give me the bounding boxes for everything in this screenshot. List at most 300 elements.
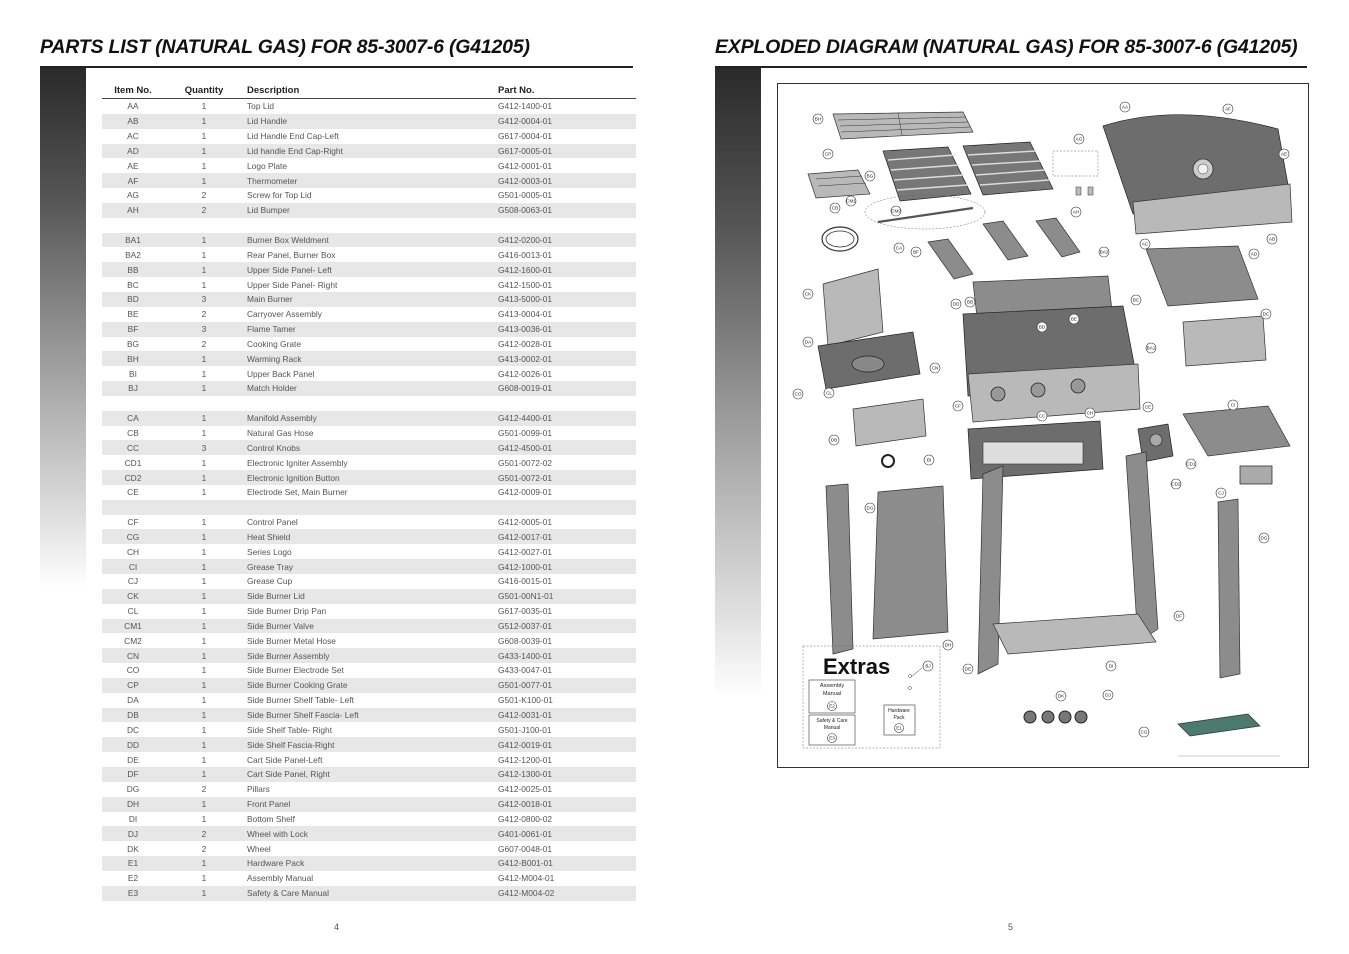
part-no-cell: G412-0028-01 — [498, 337, 636, 352]
side-burner-drawing — [818, 269, 920, 389]
part-no-cell: G412-0200-01 — [498, 233, 636, 248]
exploded-diagram-drawing — [778, 84, 1308, 767]
table-row — [102, 589, 636, 604]
item-no-cell: BD — [102, 292, 164, 307]
quantity-cell: 1 — [164, 722, 244, 737]
extras-box — [803, 646, 940, 748]
table-row — [102, 752, 636, 767]
item-no-cell: CE — [102, 485, 164, 500]
table-row — [102, 678, 636, 693]
cart-right-panel-drawing — [1126, 452, 1158, 642]
description-cell — [244, 396, 498, 411]
callout-label: BF — [913, 249, 919, 255]
grease-cup-drawing — [1240, 466, 1272, 484]
table-row — [102, 129, 636, 144]
side-burner-grate-drawing — [808, 170, 870, 198]
table-row — [102, 426, 636, 441]
part-no-cell: G617-0005-01 — [498, 144, 636, 159]
callout-label: CB — [831, 205, 839, 211]
quantity-cell: 1 — [164, 351, 244, 366]
item-no-cell: CH — [102, 544, 164, 559]
part-no-cell: G416-0013-01 — [498, 247, 636, 262]
quantity-cell — [164, 500, 244, 515]
item-no-cell: DB — [102, 708, 164, 723]
description-cell: Flame Tamer — [244, 322, 498, 337]
quantity-cell: 1 — [164, 633, 244, 648]
extras-title: Extras — [823, 654, 891, 679]
table-row — [102, 337, 636, 352]
table-row — [102, 886, 636, 901]
table-row — [102, 277, 636, 292]
item-no-cell: DE — [102, 752, 164, 767]
description-cell: Manifold Assembly — [244, 411, 498, 426]
table-row — [102, 737, 636, 752]
quantity-cell: 1 — [164, 871, 244, 886]
quantity-cell: 1 — [164, 411, 244, 426]
table-row — [102, 648, 636, 663]
safety-manual-line1: Safety & Care — [816, 718, 848, 724]
quantity-cell: 1 — [164, 455, 244, 470]
item-no-cell: AE — [102, 158, 164, 173]
item-no-cell: DC — [102, 722, 164, 737]
quantity-cell: 1 — [164, 529, 244, 544]
item-no-cell: CB — [102, 426, 164, 441]
callout-label: DC — [1262, 311, 1270, 317]
description-cell: Wheel with Lock — [244, 826, 498, 841]
heat-shield-drawing — [1178, 714, 1260, 736]
part-no-cell: G412-0026-01 — [498, 366, 636, 381]
description-cell: Safety & Care Manual — [244, 886, 498, 901]
quantity-cell: 1 — [164, 708, 244, 723]
callout-label: BH — [814, 116, 822, 122]
parts-table — [102, 82, 636, 901]
table-row — [102, 99, 636, 114]
callout-label: CG — [1140, 729, 1148, 735]
quantity-cell: 1 — [164, 797, 244, 812]
description-cell: Main Burner — [244, 292, 498, 307]
part-no-cell: G413-0036-01 — [498, 322, 636, 337]
description-cell: Lid Bumper — [244, 203, 498, 218]
part-no-cell: G512-0037-01 — [498, 619, 636, 634]
part-no-cell: G412-1500-01 — [498, 277, 636, 292]
table-row — [102, 262, 636, 277]
part-no-cell: G412-0005-01 — [498, 515, 636, 530]
description-cell: Series Logo — [244, 544, 498, 559]
item-no-cell: CP — [102, 678, 164, 693]
wheels-drawing — [1024, 711, 1087, 723]
callout-label: CN — [931, 365, 939, 371]
table-row — [102, 366, 636, 381]
part-no-cell: G617-0035-01 — [498, 604, 636, 619]
part-no-cell: G412-4400-01 — [498, 411, 636, 426]
description-cell: Thermometer — [244, 173, 498, 188]
callout-label: DH — [944, 642, 952, 648]
callout-label: CJ — [1218, 490, 1224, 496]
part-no-cell: G412-0003-01 — [498, 173, 636, 188]
description-cell: Lid Handle — [244, 114, 498, 129]
callout-label: CH — [1086, 410, 1094, 416]
callout-label: BA2 — [1099, 249, 1109, 255]
table-row — [102, 381, 636, 396]
quantity-cell: 1 — [164, 158, 244, 173]
description-cell: Side Burner Metal Hose — [244, 633, 498, 648]
callout-label: CK — [804, 291, 812, 297]
quantity-cell: 1 — [164, 114, 244, 129]
quantity-cell: 1 — [164, 812, 244, 827]
description-cell: Upper Back Panel — [244, 366, 498, 381]
knob-drawing — [882, 455, 894, 467]
item-no-cell: BB — [102, 262, 164, 277]
quantity-cell: 1 — [164, 886, 244, 901]
description-cell: Electrode Set, Main Burner — [244, 485, 498, 500]
description-cell: Electronic Ignition Button — [244, 470, 498, 485]
table-row — [102, 871, 636, 886]
item-no-cell: E1 — [102, 856, 164, 871]
table-row — [102, 351, 636, 366]
description-cell: Control Panel — [244, 515, 498, 530]
quantity-cell: 1 — [164, 144, 244, 159]
quantity-cell: 3 — [164, 322, 244, 337]
item-no-cell: CJ — [102, 574, 164, 589]
table-row — [102, 188, 636, 203]
exploded-diagram-title: EXPLODED DIAGRAM (NATURAL GAS) FOR 85-3007-6 (G41205) — [715, 36, 1298, 58]
quantity-cell: 1 — [164, 366, 244, 381]
table-row — [102, 470, 636, 485]
quantity-cell: 1 — [164, 559, 244, 574]
part-no-cell: G501-00N1-01 — [498, 589, 636, 604]
part-no-cell: G508-0063-01 — [498, 203, 636, 218]
item-no-cell — [102, 500, 164, 515]
description-cell: Side Burner Assembly — [244, 648, 498, 663]
part-no-cell: G413-5000-01 — [498, 292, 636, 307]
quantity-cell: 3 — [164, 440, 244, 455]
quantity-cell: 1 — [164, 604, 244, 619]
description-cell: Top Lid — [244, 99, 498, 114]
quantity-cell — [164, 218, 244, 233]
quantity-cell: 1 — [164, 648, 244, 663]
page-number-left: 4 — [334, 922, 340, 932]
part-no-cell: G608-0039-01 — [498, 633, 636, 648]
description-cell: Screw for Top Lid — [244, 188, 498, 203]
item-no-cell: E2 — [102, 871, 164, 886]
item-no-cell: CF — [102, 515, 164, 530]
column-header-item-no: Item No. — [102, 82, 164, 99]
quantity-cell: 1 — [164, 247, 244, 262]
gradient-bar-left — [40, 68, 86, 588]
part-no-cell: G412-1400-01 — [498, 99, 636, 114]
part-no-cell: G617-0004-01 — [498, 129, 636, 144]
callout-label: CF — [954, 403, 962, 409]
callout-label: DA — [804, 339, 812, 345]
callout-label: DB — [830, 437, 838, 443]
part-no-cell: G412-0009-01 — [498, 485, 636, 500]
callout-label: AE — [1280, 151, 1288, 157]
item-no-cell: CL — [102, 604, 164, 619]
quantity-cell — [164, 396, 244, 411]
table-row — [102, 782, 636, 797]
item-no-cell: DD — [102, 737, 164, 752]
item-no-cell: E3 — [102, 886, 164, 901]
item-no-cell: CO — [102, 663, 164, 678]
description-cell: Bottom Shelf — [244, 812, 498, 827]
quantity-cell: 2 — [164, 188, 244, 203]
description-cell: Logo Plate — [244, 158, 498, 173]
description-cell: Side Shelf Table- Right — [244, 722, 498, 737]
quantity-cell: 1 — [164, 767, 244, 782]
title-rule-right — [715, 66, 1307, 68]
quantity-cell: 2 — [164, 782, 244, 797]
description-cell: Upper Side Panel- Left — [244, 262, 498, 277]
grease-tray-drawing — [1183, 406, 1290, 456]
part-no-cell: G401-0061-01 — [498, 826, 636, 841]
table-row — [102, 604, 636, 619]
callout-label: BE — [1070, 316, 1078, 322]
part-no-cell: G608-0019-01 — [498, 381, 636, 396]
part-no-cell: G412-0025-01 — [498, 782, 636, 797]
title-rule-left — [40, 66, 633, 68]
description-cell: Grease Cup — [244, 574, 498, 589]
table-row — [102, 158, 636, 173]
callout-label: DE — [964, 666, 972, 672]
part-no-cell — [498, 218, 636, 233]
callout-label: CD1 — [1186, 461, 1196, 467]
item-no-cell: DG — [102, 782, 164, 797]
part-no-cell: G416-0015-01 — [498, 574, 636, 589]
left-fascia-drawing — [853, 399, 926, 446]
description-cell: Control Knobs — [244, 440, 498, 455]
callout-label: AA — [1121, 104, 1129, 110]
quantity-cell: 1 — [164, 470, 244, 485]
part-no-cell: G412-0004-01 — [498, 114, 636, 129]
description-cell: Side Burner Cooking Grate — [244, 678, 498, 693]
table-row — [102, 233, 636, 248]
assembly-manual-line2: Manual — [822, 691, 842, 697]
part-no-cell: G433-0047-01 — [498, 663, 636, 678]
callout-label: BI — [926, 457, 932, 463]
item-no-cell: DF — [102, 767, 164, 782]
quantity-cell: 2 — [164, 307, 244, 322]
callout-label: CL — [826, 390, 832, 396]
assembly-manual-line1: Assembly — [819, 683, 845, 689]
item-no-cell: BF — [102, 322, 164, 337]
part-no-cell: G412-1300-01 — [498, 767, 636, 782]
item-no-cell: BI — [102, 366, 164, 381]
description-cell: Side Burner Shelf Table- Left — [244, 693, 498, 708]
description-cell: Side Burner Valve — [244, 619, 498, 634]
quantity-cell: 1 — [164, 485, 244, 500]
bottom-shelf-drawing — [993, 614, 1156, 654]
quantity-cell: 2 — [164, 203, 244, 218]
item-no-cell: AG — [102, 188, 164, 203]
part-no-cell: G501-0077-01 — [498, 678, 636, 693]
part-no-cell: G412-0017-01 — [498, 529, 636, 544]
description-cell: Side Burner Drip Pan — [244, 604, 498, 619]
callout-label: AD — [1250, 251, 1258, 257]
top-lid-drawing — [1103, 115, 1292, 234]
quantity-cell: 1 — [164, 589, 244, 604]
callout-label: DI — [1108, 663, 1114, 669]
description-cell — [244, 500, 498, 515]
left-pillar-drawing — [826, 484, 853, 654]
table-row — [102, 247, 636, 262]
callout-label: CI — [1230, 402, 1236, 408]
callout-label: CD2 — [1171, 481, 1181, 487]
burner-box-drawing — [963, 276, 1140, 422]
column-header-quantity: Quantity — [164, 82, 244, 99]
description-cell: Front Panel — [244, 797, 498, 812]
item-no-cell: CN — [102, 648, 164, 663]
table-row — [102, 722, 636, 737]
table-row — [102, 633, 636, 648]
table-row — [102, 797, 636, 812]
description-cell: Side Burner Shelf Fascia- Left — [244, 708, 498, 723]
callout-label: CA — [895, 245, 903, 251]
callout-label: BB — [966, 299, 974, 305]
callout-label: CP — [824, 151, 832, 157]
part-no-cell: G501-0005-01 — [498, 188, 636, 203]
item-no-cell: BJ — [102, 381, 164, 396]
item-no-cell: DK — [102, 841, 164, 856]
description-cell: Assembly Manual — [244, 871, 498, 886]
callout-label: BA1 — [1146, 345, 1156, 351]
table-row — [102, 114, 636, 129]
description-cell: Side Burner Lid — [244, 589, 498, 604]
quantity-cell: 1 — [164, 173, 244, 188]
item-no-cell: CC — [102, 440, 164, 455]
description-cell: Carryover Assembly — [244, 307, 498, 322]
part-no-cell: G501-0099-01 — [498, 426, 636, 441]
description-cell: Wheel — [244, 841, 498, 856]
item-no-cell: CG — [102, 529, 164, 544]
item-no-cell: AD — [102, 144, 164, 159]
description-cell: Match Holder — [244, 381, 498, 396]
callout-label: CC — [1038, 413, 1046, 419]
safety-manual-line2: Manual — [823, 725, 841, 731]
table-row — [102, 812, 636, 827]
item-no-cell: AC — [102, 129, 164, 144]
table-row-spacer — [102, 396, 636, 411]
right-pillar-drawing — [1218, 499, 1240, 678]
part-no-cell: G412-0027-01 — [498, 544, 636, 559]
item-no-cell: DH — [102, 797, 164, 812]
part-no-cell — [498, 500, 636, 515]
callout-label: DG — [1260, 535, 1268, 541]
part-no-cell: G412-0001-01 — [498, 158, 636, 173]
description-cell: Rear Panel, Burner Box — [244, 247, 498, 262]
description-cell: Lid handle End Cap-Right — [244, 144, 498, 159]
part-no-cell: G413-0004-01 — [498, 307, 636, 322]
front-panel-drawing — [873, 486, 948, 639]
part-no-cell: G501-J100-01 — [498, 722, 636, 737]
hardware-pack-code: E1 — [896, 725, 902, 731]
callout-label: AH — [1072, 209, 1080, 215]
item-no-cell: BA2 — [102, 247, 164, 262]
quantity-cell: 1 — [164, 856, 244, 871]
part-no-cell — [498, 396, 636, 411]
callout-label: AC — [1141, 241, 1149, 247]
parts-table-header — [102, 82, 636, 99]
table-row — [102, 559, 636, 574]
quantity-cell: 1 — [164, 663, 244, 678]
description-cell — [244, 218, 498, 233]
description-cell: Warming Rack — [244, 351, 498, 366]
table-row — [102, 841, 636, 856]
table-row — [102, 322, 636, 337]
callout-label: BD — [1038, 324, 1046, 330]
callout-label: CE — [1144, 404, 1152, 410]
description-cell: Upper Side Panel- Right — [244, 277, 498, 292]
hardware-pack-line2: Pack — [893, 715, 905, 721]
description-cell: Electronic Igniter Assembly — [244, 455, 498, 470]
part-no-cell: G412-4500-01 — [498, 440, 636, 455]
exploded-diagram — [777, 83, 1309, 768]
right-fascia-drawing — [1183, 316, 1266, 366]
callout-label: CO — [794, 391, 802, 397]
item-no-cell: CI — [102, 559, 164, 574]
table-row — [102, 693, 636, 708]
part-no-cell: G413-0002-01 — [498, 351, 636, 366]
safety-manual-code: E3 — [829, 735, 835, 741]
page-number-right: 5 — [1008, 922, 1014, 932]
description-cell: Cart Side Panel-Left — [244, 752, 498, 767]
callout-label: DF — [1175, 613, 1183, 619]
quantity-cell: 1 — [164, 574, 244, 589]
part-no-cell: G412-1600-01 — [498, 262, 636, 277]
table-row — [102, 574, 636, 589]
part-no-cell: G433-1400-01 — [498, 648, 636, 663]
quantity-cell: 1 — [164, 381, 244, 396]
quantity-cell: 1 — [164, 619, 244, 634]
item-no-cell: AF — [102, 173, 164, 188]
quantity-cell: 1 — [164, 426, 244, 441]
quantity-cell: 2 — [164, 337, 244, 352]
quantity-cell: 3 — [164, 292, 244, 307]
quantity-cell: 1 — [164, 99, 244, 114]
description-cell: Burner Box Weldment — [244, 233, 498, 248]
table-row — [102, 144, 636, 159]
callout-label: DK — [1057, 693, 1065, 699]
callout-label: CM1 — [846, 198, 856, 204]
quantity-cell: 1 — [164, 678, 244, 693]
column-header-description: Description — [244, 82, 498, 99]
quantity-cell: 1 — [164, 129, 244, 144]
item-no-cell: BC — [102, 277, 164, 292]
table-row — [102, 455, 636, 470]
callout-label: AF — [1225, 106, 1231, 112]
warming-rack-drawing — [833, 112, 973, 139]
column-header-part-no: Part No. — [498, 82, 636, 99]
cooking-grates-drawing — [883, 142, 1053, 201]
callout-label: CM2 — [891, 208, 901, 214]
item-no-cell: DA — [102, 693, 164, 708]
quantity-cell: 1 — [164, 233, 244, 248]
callout-label: DD — [952, 301, 960, 307]
quantity-cell: 1 — [164, 544, 244, 559]
part-no-cell: G412-B001-01 — [498, 856, 636, 871]
item-no-cell: BA1 — [102, 233, 164, 248]
table-row — [102, 544, 636, 559]
table-row — [102, 619, 636, 634]
description-cell: Heat Shield — [244, 529, 498, 544]
item-no-cell: CD2 — [102, 470, 164, 485]
assembly-manual-code: E2 — [829, 703, 835, 709]
table-row — [102, 708, 636, 723]
parts-list-title: PARTS LIST (NATURAL GAS) FOR 85-3007-6 (G41205) — [40, 36, 530, 58]
table-row-spacer — [102, 500, 636, 515]
callout-label: BG — [866, 173, 874, 179]
description-cell: Natural Gas Hose — [244, 426, 498, 441]
part-no-cell: G412-0019-01 — [498, 737, 636, 752]
